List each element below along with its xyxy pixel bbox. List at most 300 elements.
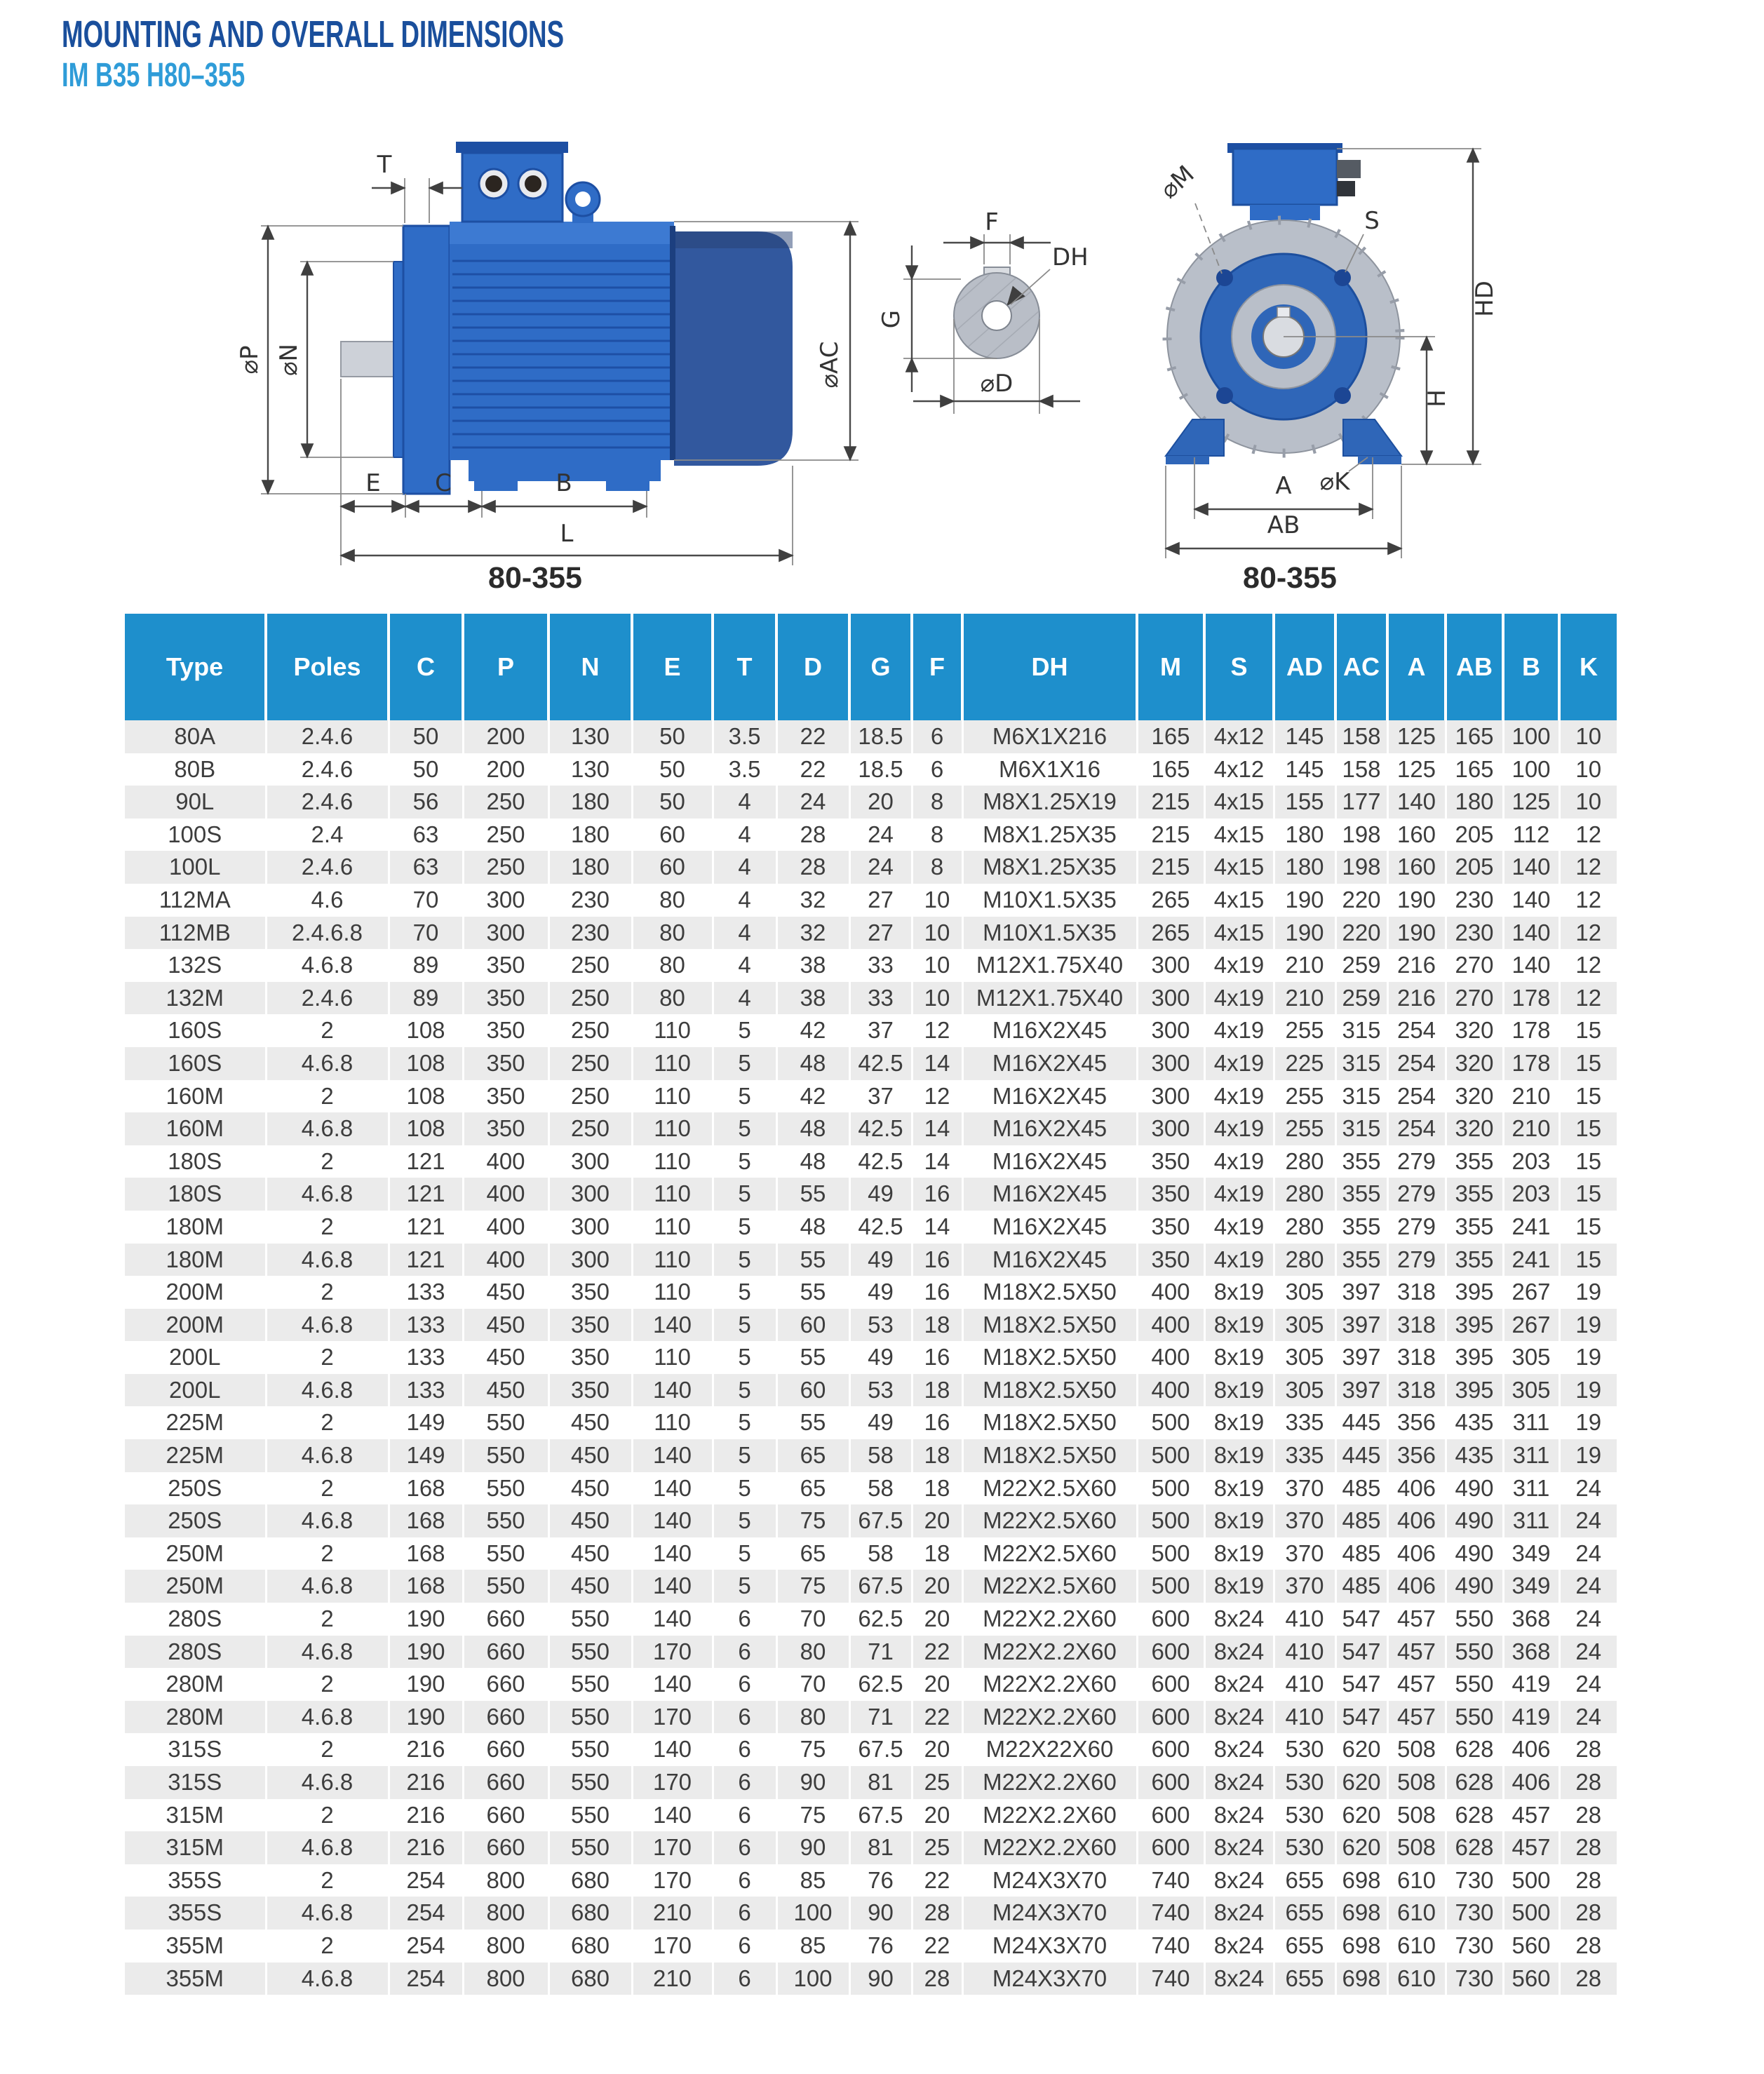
table-cell: 110 [632,1211,713,1244]
table-cell: 485 [1335,1472,1387,1505]
table-cell: 100 [776,1962,849,1995]
table-cell: 133 [389,1309,463,1342]
table-cell: M18X2.5X50 [962,1276,1137,1309]
table-cell: 80 [632,917,713,950]
table-cell: 350 [1137,1244,1204,1277]
table-cell: 15 [1559,1014,1617,1047]
table-cell: 600 [1137,1799,1204,1832]
table-cell: 160M [166,1082,224,1109]
table-cell: 250 [548,1047,632,1080]
table-cell: 190 [389,1701,463,1734]
table-cell: 2.4.6 [266,982,389,1015]
table-cell: 160 [1387,819,1446,851]
table-cell: 5 [713,1211,776,1244]
table-cell: 6 [713,1930,776,1962]
front-view-caption: 80-355 [1243,561,1337,595]
table-cell: 42 [776,1080,849,1113]
table-cell: 355 [1335,1145,1387,1178]
table-cell: M22X2.2X60 [962,1799,1137,1832]
table-cell: 170 [632,1701,713,1734]
table-cell: 4x15 [1204,786,1274,819]
table-cell: M16X2X45 [962,1178,1137,1211]
table-cell: 550 [463,1472,548,1505]
table-cell: 5 [713,1178,776,1211]
table-cell: 16 [912,1406,962,1439]
table-cell: 70 [389,884,463,917]
table-cell: 80 [632,884,713,917]
table-cell: 254 [389,1897,463,1930]
table-cell: 550 [548,1831,632,1864]
table-cell: 203 [1503,1178,1559,1211]
table-cell: 6 [713,1962,776,1995]
table-cell: M18X2.5X50 [962,1439,1137,1472]
table-cell: 180 [548,786,632,819]
table-cell: 18 [912,1374,962,1407]
table-row [125,1406,1617,1439]
table-cell: 660 [463,1766,548,1799]
table-cell: 450 [548,1406,632,1439]
table-cell: 12 [912,1080,962,1113]
table-cell: 50 [389,720,463,753]
table-cell: 254 [1387,1047,1446,1080]
table-cell: 4 [713,917,776,950]
table-cell: 300 [548,1244,632,1277]
table-cell: M16X2X45 [962,1014,1137,1047]
table-cell: 42 [776,1014,849,1047]
table-cell: M18X2.5X50 [962,1406,1137,1439]
table-cell: 140 [632,1603,713,1636]
table-cell: 20 [912,1668,962,1701]
table-cell: 37 [849,1080,912,1113]
dim-label-m: ⌀M [1154,160,1200,205]
table-cell: 315 [1335,1047,1387,1080]
table-cell: 10 [912,949,962,982]
table-cell: 2 [266,1341,389,1374]
table-cell: 6 [713,1799,776,1832]
table-cell: 457 [1387,1636,1446,1669]
table-cell: 230 [548,917,632,950]
table-row [125,1766,1617,1799]
table-cell: 655 [1274,1897,1335,1930]
table-cell: 50 [632,720,713,753]
table-cell: 130 [548,753,632,786]
table-cell: 14 [912,1145,962,1178]
table-cell: M22X2.2X60 [962,1831,1137,1864]
table-cell: 55 [776,1276,849,1309]
table-cell: 450 [463,1276,548,1309]
dim-label-hd: HD [1471,281,1499,317]
table-cell: 2.4.6 [266,753,389,786]
dim-label-s: S [1364,207,1380,235]
table-cell: 349 [1503,1537,1559,1570]
table-cell: 350 [463,1112,548,1145]
table-cell: 628 [1446,1766,1503,1799]
table-cell: 65 [776,1439,849,1472]
table-cell: 4.6.8 [266,1701,389,1734]
table-cell: 300 [548,1178,632,1211]
table-cell: 254 [389,1864,463,1897]
table-cell: 279 [1387,1178,1446,1211]
table-cell: 28 [1559,1766,1617,1799]
table-cell: 320 [1446,1047,1503,1080]
table-row [125,1897,1617,1930]
table-cell: 55 [776,1178,849,1211]
table-cell: 18.5 [849,720,912,753]
table-cell: 550 [463,1406,548,1439]
table-row [125,1668,1617,1701]
table-cell: 4x19 [1204,1244,1274,1277]
table-cell: 550 [1446,1701,1503,1734]
table-cell: 27 [849,884,912,917]
table-cell: 133 [389,1374,463,1407]
table-cell: 22 [912,1636,962,1669]
table-cell: 8 [912,819,962,851]
table-cell: 2 [266,1406,389,1439]
table-row [125,753,1617,786]
table-cell: 620 [1335,1799,1387,1832]
table-cell: 620 [1335,1831,1387,1864]
table-cell: 2 [266,1145,389,1178]
dim-label-p: ⌀P [236,345,264,375]
table-cell: 730 [1446,1897,1503,1930]
table-cell: 48 [776,1211,849,1244]
table-cell: 25 [912,1831,962,1864]
table-cell: 406 [1387,1570,1446,1603]
table-cell: 320 [1446,1014,1503,1047]
table-cell: 15 [1559,1080,1617,1113]
dim-label-n: ⌀N [275,344,303,376]
table-cell: 250 [463,851,548,884]
table-cell: 400 [463,1145,548,1178]
table-cell: 259 [1335,949,1387,982]
table-cell: 10 [1559,786,1617,819]
table-cell: 356 [1387,1406,1446,1439]
table-cell: 485 [1335,1570,1387,1603]
table-cell: 335 [1274,1406,1335,1439]
table-cell: 100S [168,821,222,847]
table-cell: 8x24 [1204,1603,1274,1636]
table-cell: 410 [1274,1636,1335,1669]
table-cell: 315M [166,1834,224,1861]
table-cell: 19 [1559,1341,1617,1374]
table-cell: 180M [166,1213,224,1239]
table-cell: 140 [632,1570,713,1603]
table-cell: 170 [632,1636,713,1669]
table-cell: 490 [1446,1570,1503,1603]
table-cell: 8x24 [1204,1864,1274,1897]
motor-front-view-drawing [1155,143,1499,595]
table-cell: 230 [548,884,632,917]
table-cell: 335 [1274,1439,1335,1472]
table-cell: 368 [1503,1636,1559,1669]
column-header-ac: AC [1335,614,1387,720]
table-cell: 395 [1446,1374,1503,1407]
table-cell: 4x19 [1204,1211,1274,1244]
table-cell: 80 [632,949,713,982]
dim-label-c: C [435,469,452,497]
table-cell: 48 [776,1047,849,1080]
table-cell: 547 [1335,1668,1387,1701]
table-cell: 112MA [159,886,231,913]
table-cell: 300 [463,917,548,950]
table-cell: 800 [463,1864,548,1897]
table-cell: 318 [1387,1276,1446,1309]
table-cell: 280M [166,1671,224,1697]
table-cell: 315 [1335,1080,1387,1113]
table-cell: 63 [389,819,463,851]
table-cell: 15 [1559,1211,1617,1244]
table-cell: 445 [1335,1406,1387,1439]
table-cell: 254 [389,1962,463,1995]
table-cell: 2 [266,1080,389,1113]
table-cell: 76 [849,1864,912,1897]
table-cell: 410 [1274,1701,1335,1734]
table-cell: 4x19 [1204,1080,1274,1113]
table-cell: 279 [1387,1211,1446,1244]
table-cell: 200M [166,1311,224,1338]
table-cell: 508 [1387,1766,1446,1799]
table-cell: 457 [1503,1831,1559,1864]
table-row [125,1603,1617,1636]
table-cell: 660 [463,1701,548,1734]
table-cell: 4.6.8 [266,1636,389,1669]
table-cell: 215 [1137,819,1204,851]
table-cell: 108 [389,1080,463,1113]
table-cell: 22 [912,1930,962,1962]
table-cell: 180S [168,1147,222,1174]
table-cell: 55 [776,1406,849,1439]
table-row [125,819,1617,851]
table-cell: 100L [169,854,221,880]
column-header-ab: AB [1446,614,1503,720]
table-cell: 38 [776,949,849,982]
table-cell: 450 [463,1309,548,1342]
table-cell: 300 [548,1211,632,1244]
table-cell: 490 [1446,1537,1503,1570]
table-cell: 400 [1137,1374,1204,1407]
table-cell: 500 [1137,1537,1204,1570]
dim-label-e: E [365,469,381,497]
table-cell: 8x24 [1204,1636,1274,1669]
table-row [125,1570,1617,1603]
table-cell: 8x19 [1204,1406,1274,1439]
table-cell: 180 [548,819,632,851]
column-header-t: T [713,614,776,720]
table-row [125,1472,1617,1505]
table-cell: 500 [1503,1864,1559,1897]
table-cell: 140 [632,1537,713,1570]
table-cell: 216 [1387,982,1446,1015]
table-cell: 2 [266,1733,389,1766]
table-cell: 6 [912,720,962,753]
table-cell: 255 [1274,1080,1335,1113]
table-cell: 65 [776,1472,849,1505]
table-cell: 730 [1446,1930,1503,1962]
table-cell: 130 [548,720,632,753]
table-cell: 12 [1559,982,1617,1015]
table-cell: 110 [632,1178,713,1211]
table-cell: 406 [1387,1537,1446,1570]
table-cell: M22X2.5X60 [962,1472,1137,1505]
table-cell: 4 [713,982,776,1015]
table-cell: 550 [463,1570,548,1603]
table-cell: 28 [1559,1864,1617,1897]
table-cell: 355M [166,1965,224,1991]
table-cell: 100 [1503,753,1559,786]
table-cell: 110 [632,1014,713,1047]
table-cell: 85 [776,1864,849,1897]
table-cell: 370 [1274,1570,1335,1603]
table-cell: 8 [912,851,962,884]
table-cell: 70 [776,1603,849,1636]
table-cell: 5 [713,1080,776,1113]
table-cell: 315 [1335,1014,1387,1047]
table-cell: M8X1.25X35 [962,819,1137,851]
table-cell: 170 [632,1864,713,1897]
dim-label-g: G [877,309,905,329]
table-cell: 5 [713,1537,776,1570]
table-cell: 58 [849,1537,912,1570]
table-cell: 655 [1274,1930,1335,1962]
table-cell: 158 [1335,753,1387,786]
column-header-type: Type [125,614,266,720]
table-row [125,884,1617,917]
table-cell: 10 [912,884,962,917]
column-header-g: G [849,614,912,720]
table-cell: 20 [912,1504,962,1537]
table-row [125,1701,1617,1734]
table-cell: 75 [776,1799,849,1832]
table-cell: 110 [632,1112,713,1145]
table-cell: 500 [1137,1504,1204,1537]
table-cell: 5 [713,1276,776,1309]
table-cell: 318 [1387,1341,1446,1374]
table-cell: 610 [1387,1897,1446,1930]
table-cell: 42.5 [849,1112,912,1145]
table-cell: M16X2X45 [962,1145,1137,1178]
table-cell: 279 [1387,1145,1446,1178]
table-cell: 8x24 [1204,1701,1274,1734]
table-cell: 280M [166,1703,224,1730]
table-cell: 210 [632,1897,713,1930]
table-cell: 600 [1137,1701,1204,1734]
table-cell: 410 [1274,1603,1335,1636]
table-cell: 53 [849,1309,912,1342]
table-cell: 2 [266,1211,389,1244]
table-row [125,1374,1617,1407]
table-cell: 210 [1274,949,1335,982]
table-cell: M12X1.75X40 [962,982,1137,1015]
table-cell: 25 [912,1766,962,1799]
table-cell: 300 [1137,1112,1204,1145]
table-cell: 67.5 [849,1799,912,1832]
table-cell: 560 [1503,1930,1559,1962]
table-cell: 450 [463,1374,548,1407]
table-cell: 190 [389,1636,463,1669]
table-row [125,1309,1617,1342]
table-cell: 8x19 [1204,1374,1274,1407]
table-cell: 168 [389,1537,463,1570]
table-cell: 305 [1274,1341,1335,1374]
table-cell: 140 [1503,949,1559,982]
table-cell: 300 [1137,1080,1204,1113]
table-cell: 14 [912,1047,962,1080]
table-cell: 8x19 [1204,1309,1274,1342]
table-row [125,1864,1617,1897]
table-cell: 170 [632,1930,713,1962]
table-cell: 350 [1137,1211,1204,1244]
table-cell: 178 [1503,982,1559,1015]
table-cell: 740 [1137,1897,1204,1930]
table-cell: 80 [776,1636,849,1669]
table-cell: 24 [849,819,912,851]
table-cell: 450 [463,1341,548,1374]
table-cell: 279 [1387,1244,1446,1277]
table-cell: 698 [1335,1897,1387,1930]
table-cell: 350 [463,982,548,1015]
table-cell: 4.6 [266,884,389,917]
table-cell: 280 [1274,1145,1335,1178]
table-cell: M22X2.2X60 [962,1603,1137,1636]
table-cell: 67.5 [849,1504,912,1537]
page-title: MOUNTING AND OVERALL DIMENSIONS [62,13,565,55]
terminal-box [456,142,568,222]
table-cell: 65 [776,1537,849,1570]
table-cell: 280 [1274,1244,1335,1277]
column-header-k: K [1559,614,1617,720]
table-cell: 160 [1387,851,1446,884]
table-cell: 350 [548,1276,632,1309]
dim-label-dh: DH [1052,243,1089,271]
table-cell: M18X2.5X50 [962,1309,1137,1342]
table-cell: 2.4.6 [266,720,389,753]
table-cell: 254 [389,1930,463,1962]
table-cell: 12 [1559,851,1617,884]
table-cell: 800 [463,1962,548,1995]
table-cell: 8x19 [1204,1504,1274,1537]
table-cell: 250 [548,1080,632,1113]
table-cell: 600 [1137,1668,1204,1701]
table-cell: 450 [548,1504,632,1537]
table-cell: 53 [849,1374,912,1407]
table-cell: 140 [632,1504,713,1537]
table-cell: 180S [168,1180,222,1207]
table-cell: 400 [1137,1341,1204,1374]
table-cell: 2.4 [266,819,389,851]
table-cell: 6 [713,1603,776,1636]
table-cell: 550 [548,1799,632,1832]
table-body [125,720,1617,1995]
table-cell: 419 [1503,1701,1559,1734]
table-cell: 355 [1446,1145,1503,1178]
table-cell: 70 [389,917,463,950]
table-cell: 132S [168,952,222,978]
table-cell: 500 [1137,1472,1204,1505]
table-cell: 450 [548,1537,632,1570]
table-cell: 108 [389,1112,463,1145]
table-cell: M8X1.25X19 [962,786,1137,819]
table-row [125,1439,1617,1472]
table-cell: 450 [548,1472,632,1505]
table-row [125,1504,1617,1537]
table-cell: 300 [1137,1047,1204,1080]
table-cell: 48 [776,1145,849,1178]
table-cell: 140 [632,1309,713,1342]
table-cell: 12 [912,1014,962,1047]
table-cell: 24 [1559,1504,1617,1537]
column-header-s: S [1204,614,1274,720]
table-cell: 38 [776,982,849,1015]
